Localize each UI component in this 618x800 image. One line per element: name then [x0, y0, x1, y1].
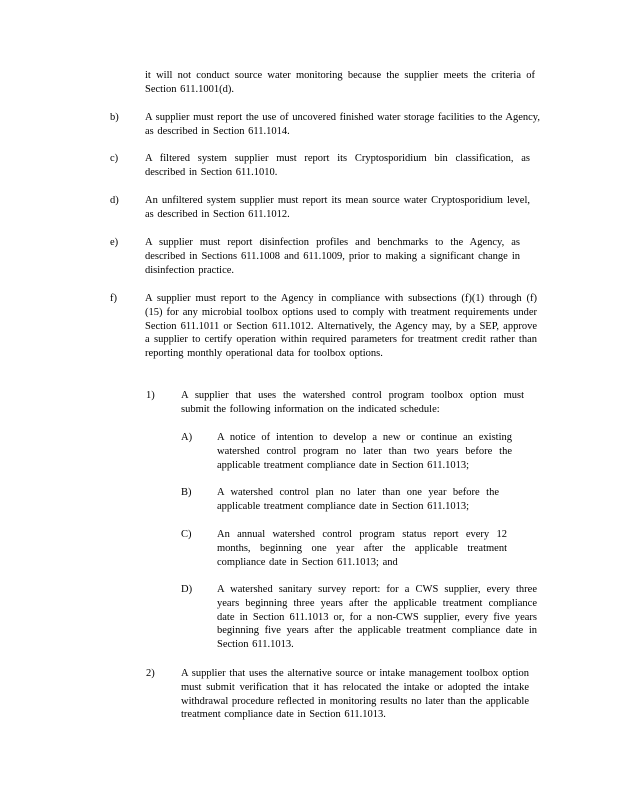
subitem-text-2: A supplier that uses the alternative source or intake management toolbox option must submit verification that it has relocated the intake or adopted the intake withdrawal procedure reflected in monitoring results no later than the applicable treatment compliance date in Section 611.1013.	[181, 668, 529, 721]
continued-paragraph: it will not conduct source water monitoring because the supplier meets the criteria of Section 611.1001(d).	[145, 70, 535, 95]
subsubitem-label-D: D)	[181, 584, 193, 595]
subitem-label-2: 2)	[146, 668, 155, 679]
item-label-f: f)	[110, 293, 117, 304]
item-text-f: A supplier must report to the Agency in compliance with subsections (f)(1) through (f)(15) for any microbial toolbox options used to comply with treatment requirements under Section 611.1011 or Section 611.1012. Alternatively, the Agency may, by a SEP, approve a supplier to certify operation within required parameters for treatment credit rather than reporting monthly operational data for toolbox options.	[145, 293, 537, 360]
item-label-c: c)	[110, 153, 119, 164]
subsubitem-text-B: A watershed control plan no later than one year before the applicable treatment compliance date in Section 611.1013;	[217, 487, 499, 512]
subitem-text-1: A supplier that uses the watershed control program toolbox option must submit the following information on the indicated schedule:	[181, 390, 524, 415]
subsubitem-text-C: An annual watershed control program status report every 12 months, beginning one year after the applicable treatment compliance date in Section 611.1013; and	[217, 529, 507, 568]
subitem-label-1: 1)	[146, 390, 155, 401]
item-label-b: b)	[110, 112, 119, 123]
item-label-e: e)	[110, 237, 119, 248]
item-text-c: A filtered system supplier must report its Cryptosporidium bin classification, as described in Section 611.1010.	[145, 153, 530, 178]
item-text-e: A supplier must report disinfection profiles and benchmarks to the Agency, as described in Sections 611.1008 and 611.1009, prior to making a significant change in disinfection practice.	[145, 237, 520, 276]
item-text-d: An unfiltered system supplier must report its mean source water Cryptosporidium level, as described in Section 611.1012.	[145, 195, 530, 220]
subsubitem-label-A: A)	[181, 432, 193, 443]
subsubitem-label-C: C)	[181, 529, 192, 540]
subsubitem-text-D: A watershed sanitary survey report: for a CWS supplier, every three years beginning three years after the applicable treatment compliance date in Section 611.1013 or, for a non-CWS supplier, every five years beginning five years after the applicable treatment compliance date in Section 611.1013.	[217, 584, 537, 651]
item-label-d: d)	[110, 195, 119, 206]
subsubitem-text-A: A notice of intention to develop a new or continue an existing watershed control program no later than two years before the applicable treatment compliance date in Section 611.1013;	[217, 432, 512, 471]
subsubitem-label-B: B)	[181, 487, 192, 498]
item-text-b: A supplier must report the use of uncovered finished water storage facilities to the Agency, as described in Section 611.1014.	[145, 112, 540, 137]
